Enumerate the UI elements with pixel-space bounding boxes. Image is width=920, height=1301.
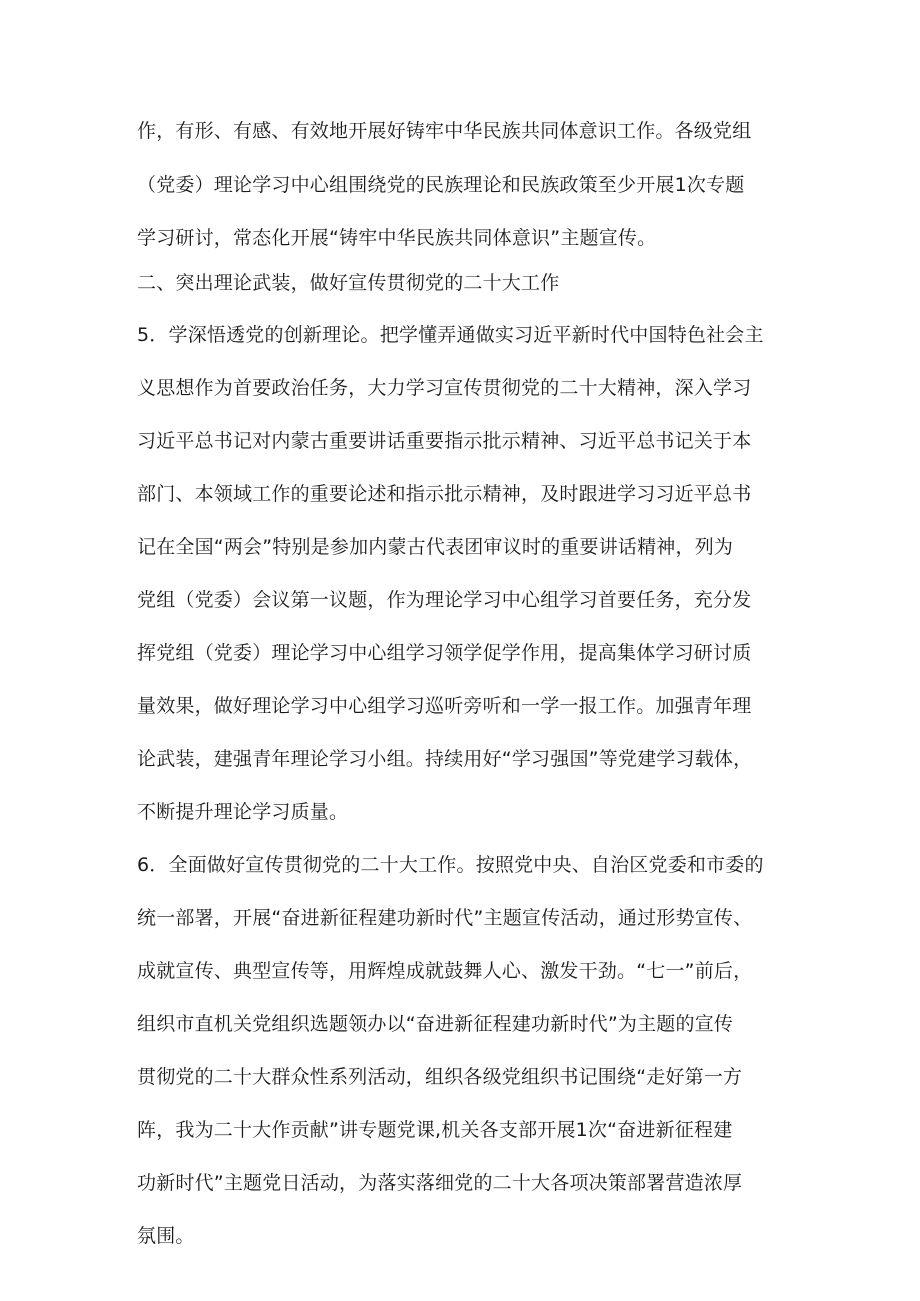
text-line: 论武装，建强青年理论学习小组。持续用好“学习强国”等党建学习载体，: [137, 748, 753, 770]
text-line: 党组（党委）会议第一议题，作为理论学习中心组学习首要任务，充分发: [137, 589, 752, 611]
text-line: 学习研讨，常态化开展“铸牢中华民族共同体意识”主题宣传。: [137, 227, 657, 249]
text-line: 氛围。: [137, 1225, 195, 1247]
text-line: 功新时代”主题党日活动，为落实落细党的二十大各项决策部署营造浓厚: [137, 1172, 743, 1194]
text-line: 部门、本领域工作的重要论述和指示批示精神，及时跟进学习习近平总书: [137, 483, 752, 505]
text-line: （党委）理论学习中心组围绕党的民族理论和民族政策至少开展1次专题: [137, 174, 745, 196]
text-line: 成就宣传、典型宣传等，用辉煌成就鼓舞人心、激发干劲。“七一”前后，: [137, 960, 753, 982]
text-line: 挥党组（党委）理论学习中心组学习领学促学作用，提高集体学习研讨质: [137, 642, 752, 664]
text-line: 义思想作为首要政治任务，大力学习宣传贯彻党的二十大精神，深入学习: [137, 377, 752, 399]
text-line: 不断提升理论学习质量。: [137, 801, 349, 823]
text-line: 5．学深悟透党的创新理论。把学懂弄通做实习近平新时代中国特色社会主: [137, 324, 764, 346]
text-line: 作，有形、有感、有效地开展好铸牢中华民族共同体意识工作。各级党组: [137, 120, 752, 142]
text-line: 量效果，做好理论学习中心组学习巡听旁听和一学一报工作。加强青年理: [137, 695, 752, 717]
text-line: 6．全面做好宣传贯彻党的二十大工作。按照党中央、自治区党委和市委的: [137, 854, 764, 876]
text-line: 组织市直机关党组织选题领办以“奋进新征程建功新时代”为主题的宣传: [137, 1013, 734, 1035]
text-line: 贯彻党的二十大群众性系列活动，组织各级党组织书记围绕“走好第一方: [137, 1066, 743, 1088]
text-line: 统一部署，开展“奋进新征程建功新时代”主题宣传活动，通过形势宣传、: [137, 907, 753, 929]
text-line: 阵，我为二十大作贡献”讲专题党课,机关各支部开展1次“奋进新征程建: [137, 1119, 733, 1141]
section-heading: 二、突出理论武装，做好宣传贯彻党的二十大工作: [137, 272, 560, 294]
text-line: 记在全国“两会”特别是参加内蒙古代表团审议时的重要讲话精神，列为: [137, 536, 734, 558]
text-line: 习近平总书记对内蒙古重要讲话重要指示批示精神、习近平总书记关于本: [137, 430, 752, 452]
